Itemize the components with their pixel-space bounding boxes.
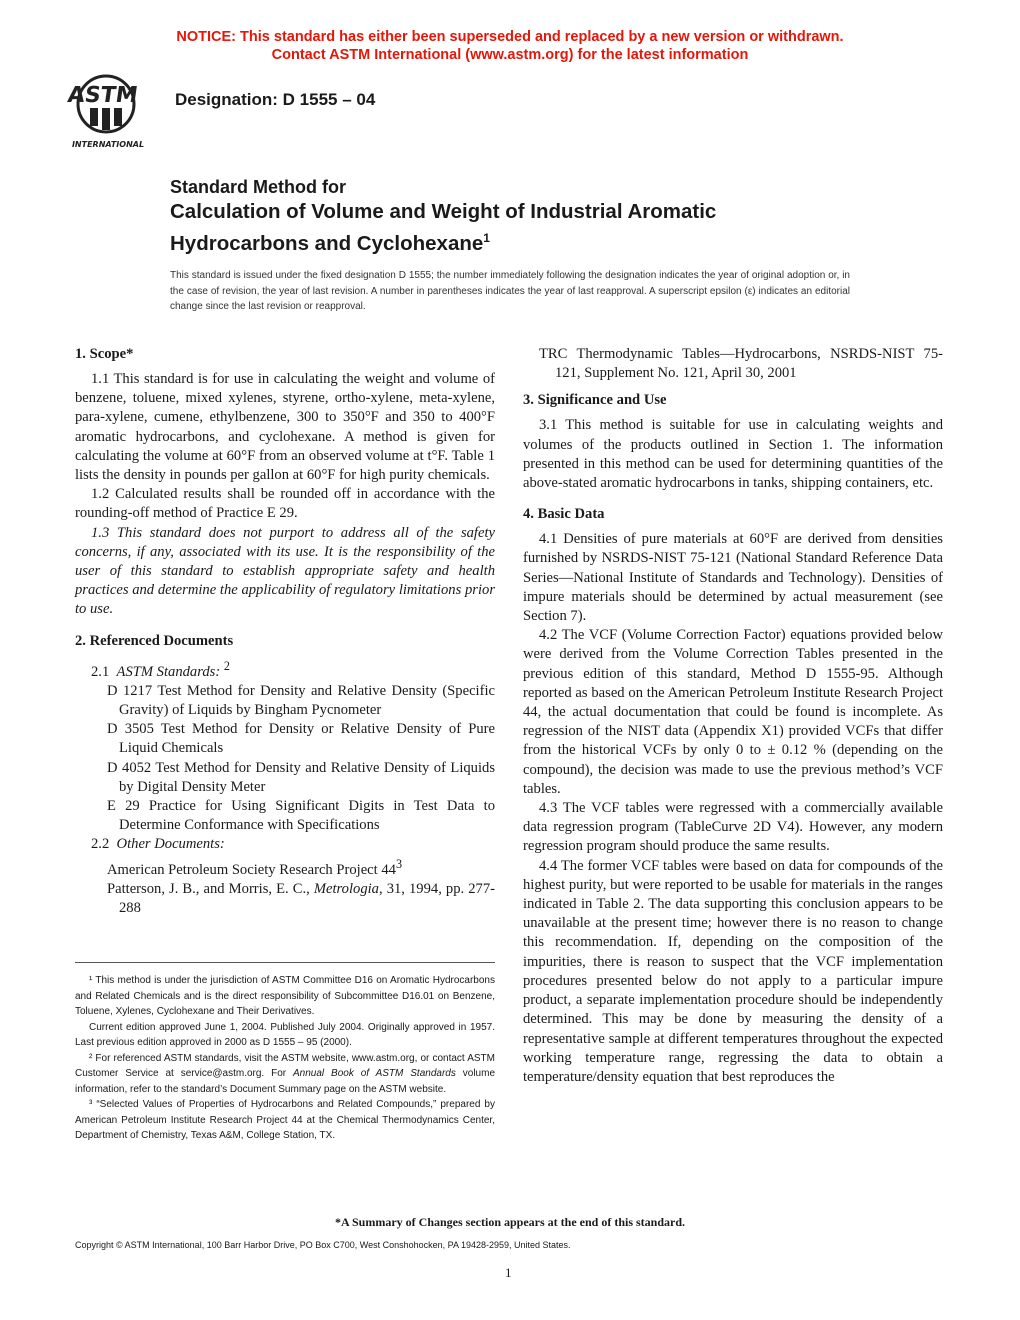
title-line-3: Hydrocarbons and Cyclohexane$^1$ (170, 231, 490, 255)
summary-note: *A Summary of Changes section appears at the end of this standard. (334, 1215, 686, 1229)
section-2-heading: 2. Referenced Documents (75, 632, 234, 649)
document-title (170, 175, 870, 257)
ref-d4052: D 4052 Test Method for Density and Relative Density of Liquids by Digital Density Meter (107, 759, 495, 795)
para-3-1: 3.1 This method is suitable for use in calculating weights and volumes of the products outlined in Section 1. The information presented in this method can be used for determining quantities of the above-stated aromatic hydrocarbons in tanks, shipping containers, etc. (523, 417, 943, 492)
ref-trc: TRC Thermodynamic Tables—Hydrocarbons, NSRDS-NIST 75-121, Supplement No. 121, April 30, 2001 (539, 346, 943, 382)
footnote-3: ³ “Selected Values of Properties of Hydrocarbons and Related Compounds,” prepared by American Petroleum Institute Research Project 44 at the Chemical Thermodynamics Center, Department of Chemistry, Texas A&M, College Station, TX. (75, 1099, 495, 1141)
footnote-2: ² For referenced ASTM standards, visit the ASTM website, www.astm.org, or contact ASTM Customer Service at service@astm.org. For Annual Book of ASTM Standards volume information, refer to the standard’s Document Summary page on the ASTM website. (75, 1052, 496, 1095)
ref-e29: E 29 Practice for Using Significant Digits in Test Data to Determine Conformance with Specifications (107, 797, 495, 834)
para-2-1: 2.1 ASTM Standards: $^2$ (91, 658, 230, 680)
page-number: 1 (505, 1265, 512, 1280)
section-4-heading: 4. Basic Data (523, 506, 605, 523)
para-1-3: 1.3 This standard does not purport to address all of the safety concerns, if any, associated with its use. It is the responsibility of the user of this standard to establish appropriate safety and health practices and determine the applicability of regulatory limitations prior to use. (75, 524, 495, 618)
para-2-2: 2.2 Other Documents: (91, 836, 225, 853)
section-1-heading: 1. Scope* (75, 346, 134, 362)
section-3-heading: 3. Significance and Use (523, 392, 667, 409)
astm-logo (60, 72, 160, 152)
left-column (75, 345, 495, 918)
footnotes (75, 962, 495, 1144)
notice-line-1: NOTICE: This standard has either been superseded and replaced by a new version or withdrawn. (176, 29, 844, 45)
designation: Designation: D 1555 – 04 (175, 90, 376, 109)
other-doc-patterson: Patterson, J. B., and Morris, E. C., Metrologia, 31, 1994, pp. 277-288 (107, 880, 495, 916)
para-4-2: 4.2 The VCF (Volume Correction Factor) equations provided below were derived from the Volume Correction Tables presented in the previous edition of this standard, Method D 1555-95. Although reported as based on the American Petroleum Institute Research Project 44, the actual documentation that could be found is incomplete. As regression of the NIST data (Appendix X1) provided VCFs that differ from the historical VCFs by only 0 to ± 0.12 % (depending on the compound), the decision was made to use the previous method’s VCF tables. (523, 627, 943, 797)
title-line-1: Standard Method for (170, 177, 346, 197)
issue-note: This standard is issued under the fixed designation D 1555; the number immediately following the designation indicates the year of original adoption or, in the case of revision, the year of last revision. A number in parentheses indicates the year of last reapproval. A superscript epsilon (ε) indicates an editorial change since the last revision or reapproval. (170, 270, 850, 312)
para-4-1: 4.1 Densities of pure materials at 60°F are derived from densities furnished by NSRDS-NIST 75-121 (National Standard Reference Data Series—National Institute of Standards and Technology). Densities of impure materials should be determined by actual measurement (see Section 7). (523, 531, 943, 625)
title-line-2: Calculation of Volume and Weight of Industrial Aromatic (170, 200, 717, 223)
ref-d1217: D 1217 Test Method for Density and Relative Density (Specific Gravity) of Liquids by Bingham Pycnometer (107, 682, 495, 718)
para-1-2: 1.2 Calculated results shall be rounded off in accordance with the rounding-off method of Practice E 29. (75, 486, 495, 522)
footnote-1: ¹ This method is under the jurisdiction of ASTM Committee D16 on Aromatic Hydrocarbons and Related Chemicals and is the direct responsibility of Subcommittee D16.01 on Benzene, Toluene, Xylenes, Cyclohexane and Their Derivatives. (75, 975, 495, 1017)
svg-text:INTERNATIONAL: INTERNATIONAL (71, 140, 145, 149)
para-1-1: 1.1 This standard is for use in calculating the weight and volume of benzene, toluene, mixed xylenes, styrene, ortho-xylene, meta-xylene, para-xylene, cumene, ethylbenzene, 300 to 350°F and 350 to 400°F aromatic hydrocarbons, and cyclohexane. A method is given for calculating the volume at 60°F from an observed volume at t°F. Table 1 lists the density in pounds per gallon at 60°F for high purity chemicals. (75, 371, 495, 484)
other-doc-api: American Petroleum Society Research Project $44^3$ (107, 856, 403, 878)
para-4-3: 4.3 The VCF tables were regressed with a commercially available data regression program (TableCurve 2D V4). However, any modern regression program should produce the same results. (523, 800, 943, 855)
title-footnote-mark: 1 (483, 231, 490, 245)
footnote-1b: Current edition approved June 1, 2004. Published July 2004. Originally approved in 1957. Last previous edition approved in 2000 as D 1555 – 95 (2000). (75, 1021, 495, 1048)
notice-banner (0, 28, 1020, 64)
copyright: Copyright © ASTM International, 100 Barr Harbor Drive, PO Box C700, West Conshohocken, PA 19428-2959, United States. (75, 1240, 571, 1250)
notice-line-2: Contact ASTM International (www.astm.org) for the latest information (271, 47, 749, 63)
ref-d3505: D 3505 Test Method for Density or Relative Density of Pure Liquid Chemicals (107, 721, 495, 757)
right-column (523, 345, 943, 1087)
svg-text:ASTM: ASTM (66, 82, 140, 108)
para-4-4: 4.4 The former VCF tables were based on data for compounds of the highest purity, but were reported to be usable for materials in the ranges indicated in Table 2. The data supporting this conclusion appears to be unavailable at the present time; however there is no reason to change this recommendation. If, depending on the composition of the impurities, there is reason to suspect that the VCF implementation procedures presented below do not apply to a particular impure product, a separate implementation procedure should be independently determined. This may be done by measuring the density of a representative sample at different temperatures throughout the expected working temperature range, regressing the data to obtain a temperature/density equation that best reproduces the (523, 857, 943, 1085)
